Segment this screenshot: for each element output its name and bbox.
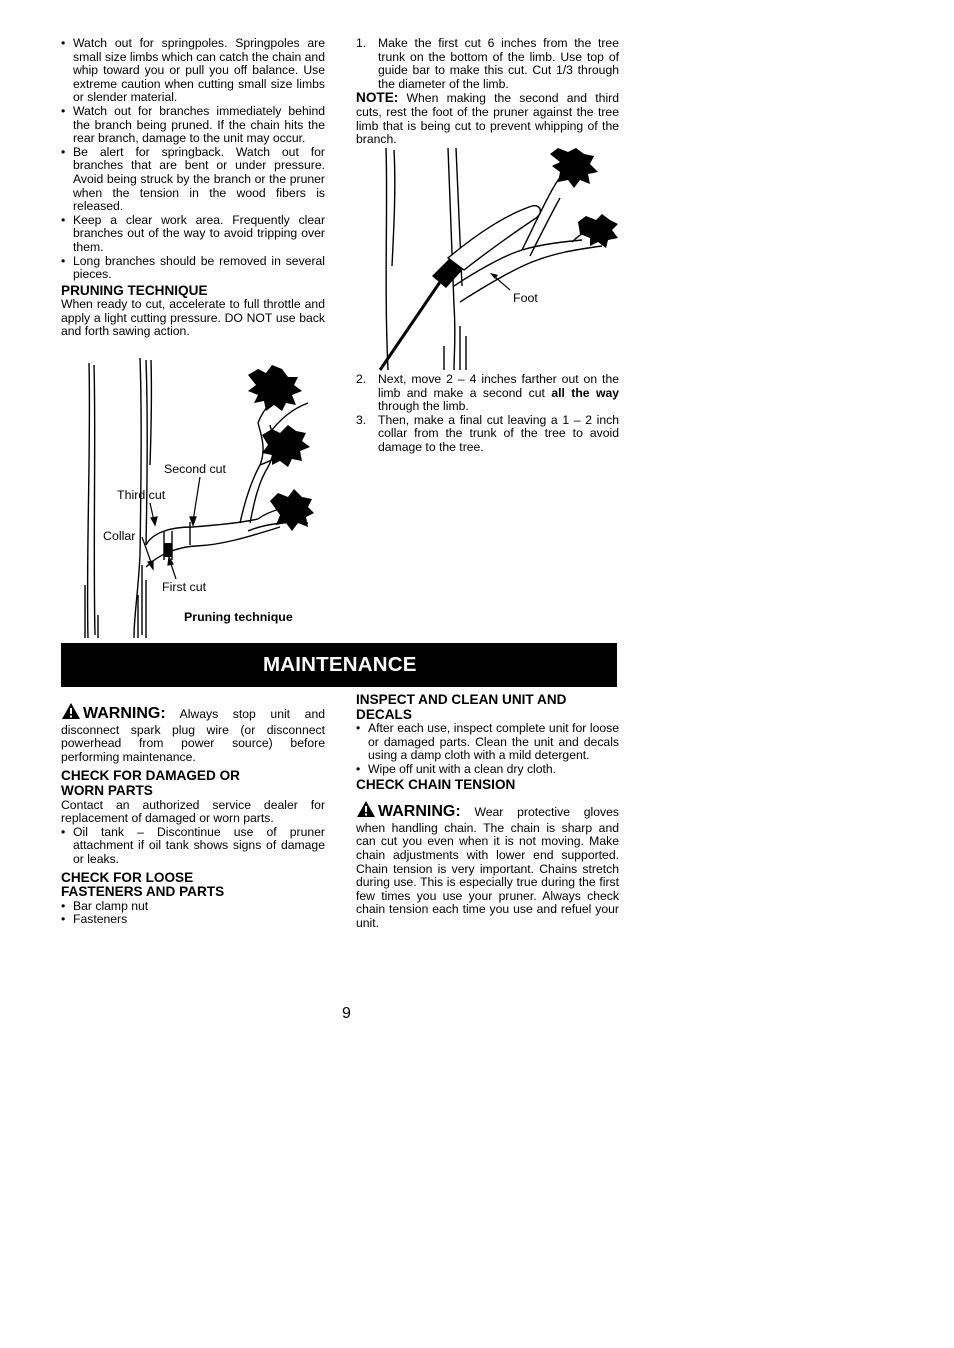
- warning-gloves: WARNING: Wear protective gloves when handling chain. The chain is sharp and can cut you even when it is not moving. Make chain adjustments with lower end supported. Chain tension is very important. Chains stretch during use. This is especially true during the first few times you use your pruner. Always check chain tension each time you use and refuel your unit.: [356, 800, 619, 930]
- step-1: 1. Make the first cut 6 inches from the tree trunk on the bottom of the limb. Use top of guide bar to make this cut. Cut 1/3 through the diameter of the limb.: [356, 36, 619, 91]
- step-2: 2. Next, move 2 – 4 inches farther out on the limb and make a second cut all the way through the limb.: [356, 372, 620, 414]
- label-collar: Collar: [103, 529, 136, 543]
- inspect-bullet-list: [356, 722, 619, 776]
- bullet-wipe-unit: • Wipe off unit with a clean dry cloth.: [356, 763, 619, 777]
- bullet-springpoles: • Watch out for springpoles. Springpoles are small size limbs which can catch the chain and whip toward you or pull you off balance. Use extreme caution when cutting small size limbs or slender material.: [61, 37, 325, 105]
- steps-list-bottom: [356, 373, 619, 455]
- bullet-fasteners: • Fasteners: [61, 913, 325, 927]
- bullet-rear-branch: • Watch out for branches immediately behind the branch being pruned. If the chain hits the rear branch, damage to the unit may occur.: [61, 105, 325, 146]
- bullet-inspect-unit: • After each use, inspect complete unit for loose or damaged parts. Clean the unit and decals using a damp cloth with a mild detergent.: [356, 722, 619, 763]
- pruning-figure: [80, 355, 320, 640]
- check-damaged-text: Contact an authorized service dealer for replacement of damaged or worn parts.: [61, 797, 325, 826]
- pruner-illustration: [372, 146, 622, 372]
- left-top-column: [61, 37, 325, 339]
- warning-stop-unit: WARNING: Always stop unit and disconnect spark plug wire (or disconnect powerhead from power source) before performing maintenance.: [61, 702, 325, 764]
- check-loose-heading: CHECK FOR LOOSE FASTENERS AND PARTS: [61, 869, 225, 900]
- right-steps-column: [356, 373, 619, 455]
- bullet-springback: • Be alert for springback. Watch out for branches that are bent or under pressure. Avoid being struck by the branch or the pruner when the tension in the wood fibers is released.: [61, 146, 325, 214]
- page-number: 9: [342, 1005, 351, 1022]
- label-second-cut: Second cut: [164, 462, 226, 476]
- pruning-technique-heading: PRUNING TECHNIQUE: [61, 282, 208, 298]
- figure-caption: Pruning technique: [184, 610, 293, 624]
- right-bottom-column: [356, 693, 619, 931]
- label-first-cut: First cut: [162, 580, 207, 594]
- bullet-long-branches: • Long branches should be removed in several pieces.: [61, 255, 325, 282]
- right-top-column: [356, 37, 619, 147]
- damaged-bullet-list: [61, 826, 325, 867]
- check-damaged-heading: CHECK FOR DAMAGED OR WORN PARTS: [61, 768, 240, 798]
- loose-bullet-list: [61, 900, 325, 927]
- callout-arrows: [80, 355, 320, 640]
- step-3: 3. Then, make a final cut leaving a 1 – 2 inch collar from the trunk of the tree to avoid damage to the tree.: [356, 412, 619, 454]
- check-chain-tension-heading: CHECK CHAIN TENSION: [356, 776, 516, 792]
- label-foot: Foot: [513, 291, 538, 305]
- note-paragraph: NOTE: When making the second and third cuts, rest the foot of the pruner against the tree limb that is being cut to prevent whipping of the branch.: [356, 90, 619, 147]
- bullet-bar-clamp-nut: • Bar clamp nut: [61, 900, 325, 914]
- bullet-oil-tank: • Oil tank – Discontinue use of pruner attachment if oil tank shows signs of damage or leaks.: [61, 826, 325, 867]
- pruning-technique-text: When ready to cut, accelerate to full throttle and apply a light cutting pressure. DO NOT use back and forth sawing action.: [61, 297, 325, 339]
- warning-triangle-icon: [61, 702, 81, 724]
- maintenance-title: MAINTENANCE: [263, 653, 417, 676]
- inspect-clean-heading: INSPECT AND CLEAN UNIT AND DECALS: [356, 692, 567, 722]
- left-bottom-column: [61, 702, 325, 927]
- warning-triangle-icon: [356, 800, 376, 822]
- foot-figure: [372, 146, 622, 372]
- note-label: NOTE:: [356, 90, 399, 106]
- safety-bullet-list: [61, 37, 325, 282]
- label-third-cut: Third cut: [117, 488, 166, 502]
- bullet-clear-area: • Keep a clear work area. Frequently clear branches out of the way to avoid tripping over them.: [61, 214, 325, 255]
- steps-list-top: [356, 37, 619, 91]
- maintenance-banner: [61, 643, 617, 687]
